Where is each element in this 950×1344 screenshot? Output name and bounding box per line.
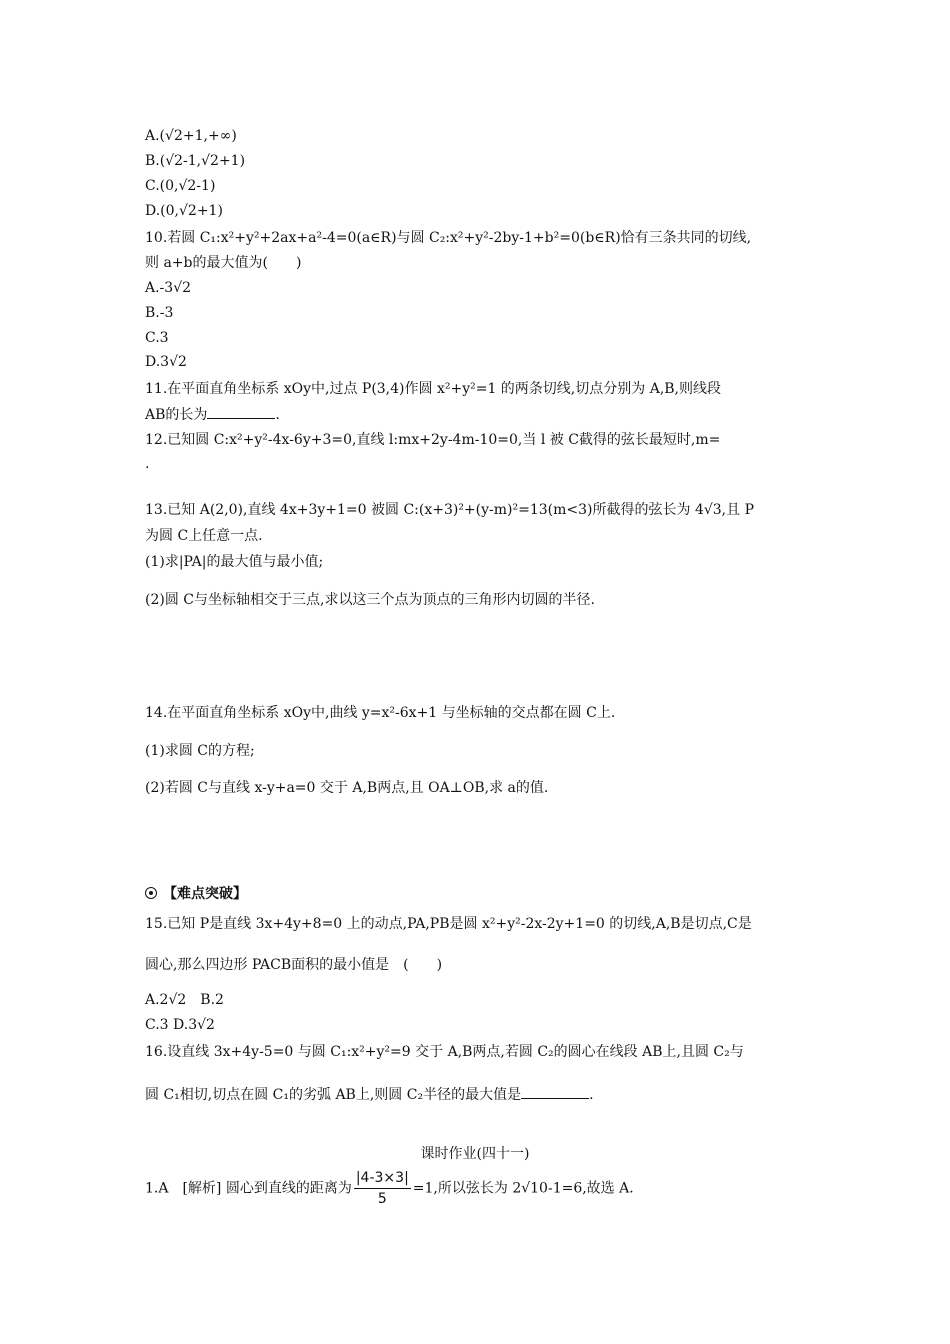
question-14-part-2: (2)若圆 C与直线 x-y+a=0 交于 A,B两点,且 OA⊥OB,求 a的值. <box>145 780 549 796</box>
question-16-line-1: 16.设直线 3x+4y-5=0 与圆 C₁:x²+y²=9 交于 A,B两点,若圆 C₂的圆心在线段 AB上,且圆 C₂与 <box>145 1044 744 1060</box>
option-9a: A.(√2+1,+∞) <box>145 128 237 144</box>
question-15-line-2: 圆心,那么四边形 PACB面积的最小值是 ( ) <box>145 957 443 973</box>
question-10-line-2: 则 a+b的最大值为( ) <box>145 255 302 271</box>
period: . <box>589 1087 594 1103</box>
question-10-line-1: 10.若圆 C₁:x²+y²+2ax+a²-4=0(a∈R)与圆 C₂:x²+y²-2by-1+b²=0(b∈R)恰有三条共同的切线, <box>145 230 752 246</box>
question-11-text: AB的长为 <box>145 407 208 423</box>
question-14-part-1: (1)求圆 C的方程; <box>145 743 255 759</box>
period: . <box>275 407 280 423</box>
answer-1 <box>145 1168 634 1209</box>
question-13-part-1: (1)求|PA|的最大值与最小值; <box>145 554 324 570</box>
question-16-text: 圆 C₁相切,切点在圆 C₁的劣弧 AB上,则圆 C₂半径的最大值是 <box>145 1087 522 1103</box>
section-heading-text: 【难点突破】 <box>163 886 247 902</box>
option-10d: D.3√2 <box>145 354 187 370</box>
fraction-denominator: 5 <box>377 1191 387 1207</box>
question-13-line-2: 为圆 C上任意一点. <box>145 528 263 544</box>
option-9d: D.(0,√2+1) <box>145 203 223 219</box>
question-14-line-1: 14.在平面直角坐标系 xOy中,曲线 y=x²-6x+1 与坐标轴的交点都在圆 C上. <box>145 705 616 721</box>
option-9c: C.(0,√2-1) <box>145 178 216 194</box>
question-15-line-1: 15.已知 P是直线 3x+4y+8=0 上的动点,PA,PB是圆 x²+y²-2x-2y+1=0 的切线,A,B是切点,C是 <box>145 916 752 932</box>
question-11-line-1: 11.在平面直角坐标系 xOy中,过点 P(3,4)作圆 x²+y²=1 的两条切线,切点分别为 A,B,则线段 <box>145 381 722 397</box>
option-9b: B.(√2-1,√2+1) <box>145 153 246 169</box>
answer-blank <box>207 404 275 419</box>
option-10b: B.-3 <box>145 305 174 321</box>
question-16-line-2 <box>145 1084 594 1105</box>
fraction-numerator: |4-3×3| <box>354 1168 411 1189</box>
target-icon <box>145 887 157 899</box>
answer-1-tail: =1,所以弦长为 2√10-1=6,故选 A. <box>412 1180 634 1197</box>
option-10c: C.3 <box>145 330 169 346</box>
option-10a: A.-3√2 <box>145 280 192 296</box>
answer-blank <box>521 1084 589 1099</box>
option-15cd: C.3 D.3√2 <box>145 1017 215 1033</box>
section-heading <box>145 884 247 904</box>
question-12-line-2: . <box>145 456 150 472</box>
option-15ab: A.2√2 B.2 <box>145 992 224 1008</box>
fraction <box>354 1168 411 1209</box>
question-12-line-1: 12.已知圆 C:x²+y²-4x-6y+3=0,直线 l:mx+2y-4m-10=0,当 l 被 C截得的弦长最短时,m= <box>145 432 721 448</box>
question-13-part-2: (2)圆 C与坐标轴相交于三点,求以这三个点为顶点的三角形内切圆的半径. <box>145 592 595 608</box>
question-11-line-2 <box>145 404 280 425</box>
question-13-line-1: 13.已知 A(2,0),直线 4x+3y+1=0 被圆 C:(x+3)²+(y-m)²=13(m<3)所截得的弦长为 4√3,且 P <box>145 502 755 518</box>
homework-title: 课时作业(四十一) <box>420 1146 530 1162</box>
answer-1-text: 1.A [解析] 圆心到直线的距离为 <box>145 1180 352 1197</box>
